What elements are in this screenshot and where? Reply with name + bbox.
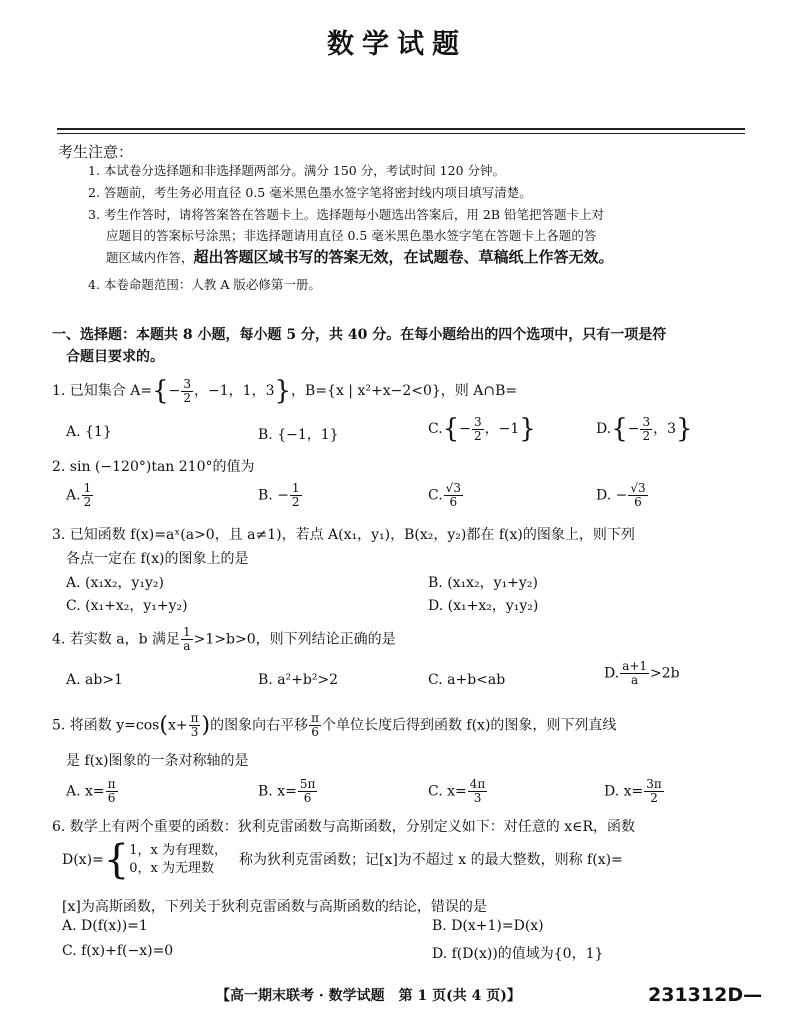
q5-stem-num2: π bbox=[311, 711, 319, 725]
q1-d-den: 2 bbox=[642, 428, 651, 443]
q4-d-label: D. bbox=[604, 665, 620, 682]
q4-option-a: A. ab>1 bbox=[66, 672, 123, 688]
q4-d-num: a+1 bbox=[622, 659, 648, 673]
q6-option-b: B. D(x+1)=D(x) bbox=[432, 918, 544, 934]
q5-d-num: 3π bbox=[646, 777, 662, 791]
q5-option-a bbox=[66, 778, 119, 805]
q2-d-num: √3 bbox=[630, 481, 646, 495]
q4-option-b: B. a²+b²>2 bbox=[258, 672, 339, 688]
notice-heading: 考生注意： bbox=[58, 143, 134, 161]
q2-b-label: B. − bbox=[258, 487, 289, 504]
question-4-stem bbox=[52, 626, 396, 653]
q2-option-b bbox=[258, 482, 303, 509]
q2-b-num: 1 bbox=[291, 481, 300, 495]
notice-item-3-cont: 应题目的答案标号涂黑；非选择题请用直径 0.5 毫米黑色墨水签字笔在答题卡上各题的答 bbox=[106, 228, 597, 243]
q5-a-label: A. x= bbox=[66, 783, 105, 800]
q2-a-den: 2 bbox=[83, 495, 92, 509]
q1-c-label: C. bbox=[428, 421, 443, 437]
q1-stem-a: 1. 已知集合 A= bbox=[52, 383, 153, 399]
q6-d-post: 称为狄利克雷函数；记[x]为不超过 x 的最大整数，则称 f(x)= bbox=[238, 852, 623, 868]
q4-d-den: a bbox=[631, 673, 639, 687]
question-3-stem-line1: 3. 已知函数 f(x)=aˣ(a>0，且 a≠1)，若点 A(x₁，y₁)，B(x₂，y₂)都在 f(x)的图象上，则下列 bbox=[52, 527, 635, 543]
q6-cases bbox=[129, 842, 227, 878]
q5-c-label: C. x= bbox=[428, 783, 467, 800]
q1-frac-den: 2 bbox=[183, 390, 192, 405]
q6-option-a: A. D(f(x))=1 bbox=[62, 918, 148, 934]
q5-stem-den2: 6 bbox=[311, 725, 319, 739]
q1-d-label: D. bbox=[596, 421, 612, 437]
q5-b-num: 5π bbox=[299, 777, 316, 791]
question-5-stem: 5. 将函数 y=cos(x+ $\frac{\pi}{3}$ )的图象向右平移 $\frac{\pi}{6}$ 个单位长度后得到函数 f(x)的图象，则下列直线 bbox=[52, 711, 617, 739]
notice-item-3-cont2 bbox=[106, 246, 614, 269]
page-title: 数学试题 bbox=[327, 29, 467, 60]
section-heading-line2: 合题目要求的。 bbox=[66, 349, 164, 365]
q1-set-rest: ，−1，1，3 bbox=[194, 383, 275, 399]
q2-option-d bbox=[596, 482, 649, 509]
q5-option-b bbox=[258, 778, 318, 805]
notice-item-3: 3. 考生作答时，请将答案答在答题卡上。选择题每小题选出答案后，用 2B 铅笔把答题卡上对 bbox=[88, 207, 604, 222]
q4-option-c: C. a+b<ab bbox=[428, 672, 506, 688]
question-6-stem-line3: [x]为高斯函数，下列关于狄利克雷函数与高斯函数的结论，错误的是 bbox=[62, 899, 487, 915]
notice-item-4: 4. 本卷命题范围：人教 A 版必修第一册。 bbox=[88, 277, 321, 292]
q1-c-rest: ，−1 bbox=[484, 421, 520, 437]
q1-frac-num: 3 bbox=[183, 376, 192, 391]
q2-b-den: 2 bbox=[291, 495, 300, 509]
q3-option-a: A. (x₁x₂，y₁y₂) bbox=[66, 575, 164, 591]
q5-stem-x: x+ bbox=[167, 717, 188, 734]
q5-c-num: 4π bbox=[469, 777, 486, 791]
question-3-stem-line2: 各点一定在 f(x)的图象上的是 bbox=[66, 551, 249, 567]
q2-c-label: C. bbox=[428, 487, 443, 504]
q5-stem-b: 的图象向右平移 bbox=[210, 717, 309, 734]
q1-c-num: 3 bbox=[473, 414, 482, 429]
q5-option-d bbox=[604, 778, 665, 805]
q5-a-den: 6 bbox=[107, 791, 116, 805]
question-6-stem-line2: D(x)={ 1，x 为有理数， 0，x 为无理数 称为狄利克雷函数；记[x]为不超过 x 的最大整数，则称 f(x)= bbox=[62, 837, 623, 883]
q5-d-label: D. x= bbox=[604, 783, 644, 800]
q4-stem-b: >1>b>0，则下列结论正确的是 bbox=[193, 631, 396, 648]
q2-option-a bbox=[66, 482, 94, 509]
q4-d-post: >2b bbox=[650, 665, 680, 682]
q5-d-den: 2 bbox=[650, 791, 658, 805]
q1-option-d: D.{− $\frac{3}{2}$ ，3} bbox=[596, 414, 693, 444]
q6-option-c: C. f(x)+f(−x)=0 bbox=[62, 943, 174, 959]
q1-d-rest: ，3 bbox=[653, 421, 677, 437]
q4-stem-a: 4. 若实数 a，b 满足 bbox=[52, 631, 181, 648]
q5-option-c bbox=[428, 778, 488, 805]
q6-case-2: 0，x 为无理数 bbox=[129, 861, 214, 876]
question-1-stem: 1. 已知集合 A={− $\frac{3}{2}$ ，−1，1，3}，B={x | x²+x−2<0}，则 A∩B= bbox=[52, 376, 518, 406]
q6-case-1: 1，x 为有理数， bbox=[129, 843, 227, 858]
section-heading-line1: 一、选择题：本题共 8 小题，每小题 5 分，共 40 分。在每小题给出的四个选项中，只有一项是符 bbox=[52, 327, 667, 343]
question-5-stem-line2: 是 f(x)图象的一条对称轴的是 bbox=[66, 753, 249, 769]
q1-option-a: A. {1} bbox=[66, 424, 112, 440]
q3-option-c: C. (x₁+x₂，y₁+y₂) bbox=[66, 598, 188, 614]
q1-option-c: C.{− $\frac{3}{2}$ ，−1} bbox=[428, 414, 536, 444]
q1-option-b: B. {−1，1} bbox=[258, 427, 339, 443]
q3-option-b: B. (x₁x₂，y₁+y₂) bbox=[428, 575, 538, 591]
notice-item-2: 2. 答题前，考生务必用直径 0.5 毫米黑色墨水签字笔将密封线内项目填写清楚。 bbox=[88, 185, 532, 200]
q2-a-num: 1 bbox=[83, 481, 92, 495]
question-2-stem: 2. sin (−120°)tan 210°的值为 bbox=[52, 459, 255, 475]
q4-stem-num: 1 bbox=[183, 625, 191, 639]
notice-warning: 超出答题区域书写的答案无效，在试题卷、草稿纸上作答无效。 bbox=[193, 248, 614, 266]
header-rule-top bbox=[57, 128, 745, 130]
q2-a-label: A. bbox=[66, 487, 81, 504]
q2-d-den: 6 bbox=[634, 495, 642, 509]
q5-stem-c: 个单位长度后得到函数 f(x)的图象，则下列直线 bbox=[321, 717, 617, 734]
footer-page-label: 【高一期末联考 · 数学试题 第 1 页(共 4 页)】 bbox=[216, 988, 521, 1004]
q1-c-den: 2 bbox=[473, 428, 482, 443]
q5-stem-den1: 3 bbox=[190, 725, 199, 739]
q2-c-num: √3 bbox=[445, 481, 461, 495]
notice-item-1: 1. 本试卷分选择题和非选择题两部分。满分 150 分，考试时间 120 分钟。 bbox=[88, 163, 506, 178]
q2-d-label: D. − bbox=[596, 487, 628, 504]
notice-item-3-tail: 题区域内作答， bbox=[106, 250, 194, 265]
q6-option-d: D. f(D(x))的值域为{0，1} bbox=[432, 946, 604, 962]
q3-option-d: D. (x₁+x₂，y₁y₂) bbox=[428, 598, 539, 614]
q1-stem-b: ，B={x | x²+x−2<0}，则 A∩B= bbox=[291, 383, 518, 399]
q5-b-den: 6 bbox=[303, 791, 312, 805]
q6-d-pre: D(x)= bbox=[62, 852, 104, 868]
q4-option-d bbox=[604, 660, 680, 687]
q1-d-num: 3 bbox=[642, 414, 651, 429]
q5-a-num: π bbox=[107, 777, 116, 791]
q4-stem-den: a bbox=[183, 639, 191, 653]
q2-option-c bbox=[428, 482, 464, 509]
question-6-stem-line1: 6. 数学上有两个重要的函数：狄利克雷函数与高斯函数，分别定义如下：对任意的 x∈R，函数 bbox=[52, 819, 636, 835]
q2-c-den: 6 bbox=[449, 495, 458, 509]
header-rule-bottom bbox=[57, 133, 745, 134]
q5-b-label: B. x= bbox=[258, 783, 297, 800]
q5-stem-a: 5. 将函数 y=cos bbox=[52, 717, 160, 734]
q5-c-den: 3 bbox=[473, 791, 482, 805]
footer-paper-code: 231312D— bbox=[648, 984, 763, 1006]
q5-stem-num1: π bbox=[190, 711, 199, 725]
